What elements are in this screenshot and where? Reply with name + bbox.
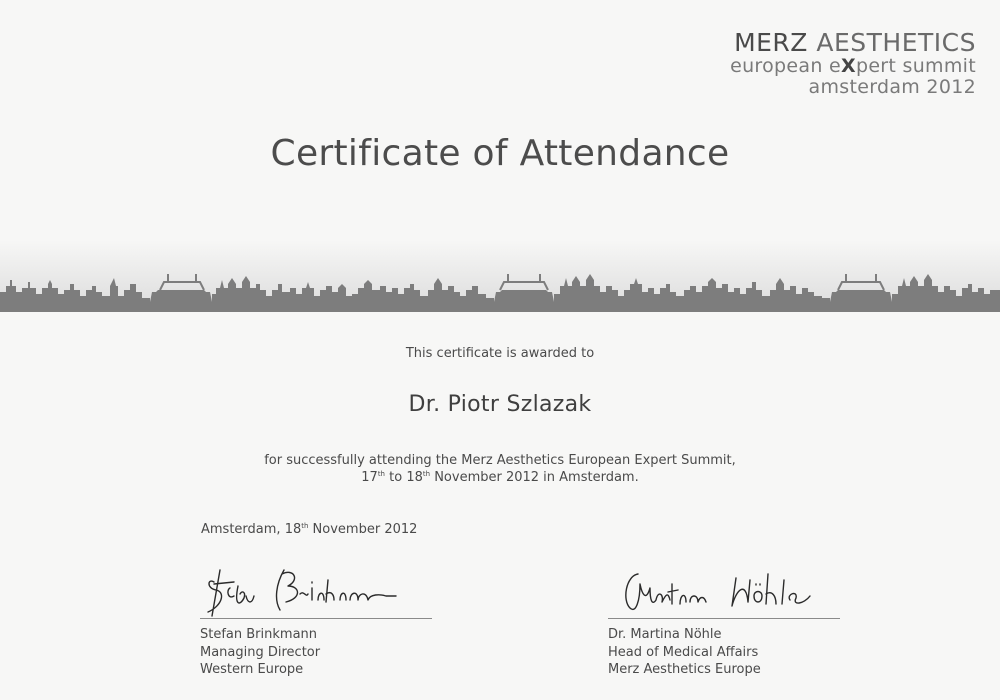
logo-brand — [730, 30, 976, 55]
certificate-title: Certificate of Attendance — [270, 133, 730, 174]
amsterdam-skyline-banner — [0, 240, 1000, 320]
place-date-suffix: November 2012 — [308, 522, 418, 537]
place-and-date — [201, 522, 417, 537]
to-word: to — [385, 470, 407, 485]
signatory-organization: Western Europe — [200, 662, 304, 677]
logo-event-pre: european e — [730, 55, 841, 77]
recipient-name: Dr. Piotr Szlazak — [408, 392, 592, 417]
awarded-to-text: This certificate is awarded to — [405, 346, 595, 361]
place-date-suffix-sup: th — [301, 522, 309, 530]
place-date-prefix: Amsterdam, 18 — [201, 522, 302, 537]
start-day: 17 — [361, 470, 378, 485]
reason-line-1: for successfully attending the Merz Aesthetics European Expert Summit, — [264, 453, 736, 468]
signature-line — [608, 618, 840, 619]
logo-brand-aesthetics: AESTHETICS — [816, 28, 976, 57]
signature-line — [200, 618, 432, 619]
signatory-role: Head of Medical Affairs — [608, 644, 759, 660]
event-month-location: November 2012 in Amsterdam. — [430, 470, 639, 485]
signatory-name: Stefan Brinkmann — [200, 627, 318, 642]
signatory-role: Managing Director — [200, 644, 321, 660]
logo-event-name — [730, 57, 976, 76]
logo-x-mark: X — [841, 55, 856, 77]
signature-martina-nohle — [608, 560, 840, 618]
signatory-left — [200, 560, 432, 679]
signatory-name: Dr. Martina Nöhle — [608, 627, 722, 642]
signatory-organization: Merz Aesthetics Europe — [608, 662, 761, 677]
logo-event-post: pert summit — [855, 55, 976, 77]
signatory-right — [608, 560, 840, 679]
attendance-reason — [0, 452, 1000, 486]
logo-brand-merz: MERZ — [734, 28, 808, 57]
logo-location-year: amsterdam 2012 — [808, 76, 976, 98]
end-day-suffix: th — [422, 470, 431, 478]
reason-line-2 — [0, 469, 1000, 486]
start-day-suffix: th — [377, 470, 385, 478]
event-logo — [730, 30, 976, 97]
signature-stefan-brinkmann — [200, 560, 432, 618]
end-day: 18 — [406, 470, 423, 485]
